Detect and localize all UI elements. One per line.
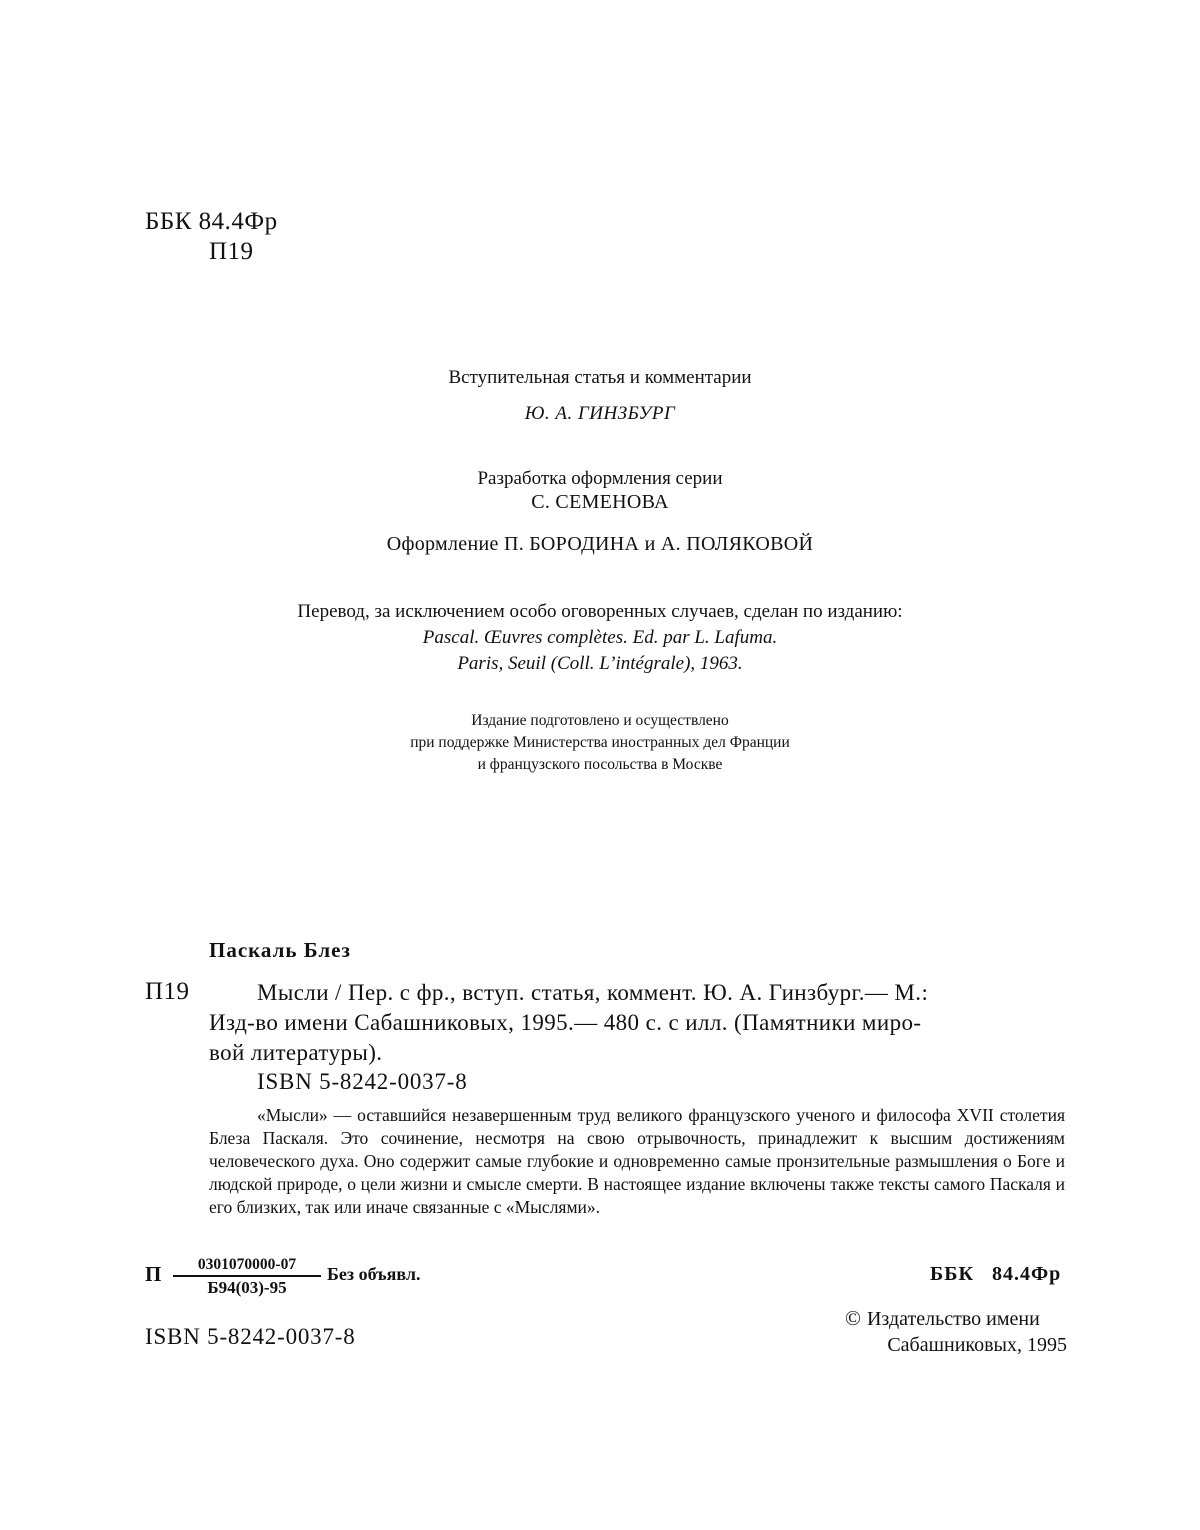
bbk-code: ББК 84.4Фр	[145, 208, 278, 235]
code-denominator: Б94(03)-95	[207, 1278, 287, 1297]
copyright-symbol: ©	[845, 1306, 861, 1330]
support-line-3: и французского посольства в Москве	[477, 756, 723, 773]
annotation-text: «Мысли» — оставшийся незавершенным труд великого французского ученого и философа XVII столетия Блеза Паскаля. Это сочинение, несмотря на свою отрывочность, принадлежит к высшим достижениям человеческого духа. Оно содержит самые глубокие и одновременно самые пронзительные размышления о Боге и людской природе, о цели жизни и смысле смерти. В настоящее издание включены также тексты самого Паскаля и его близких, так или иначе связанные с «Мыслями».	[209, 1105, 1065, 1217]
copyright-line-1: Издательство имени	[866, 1308, 1040, 1330]
intro-author: Ю. А. ГИНЗБУРГ	[524, 403, 676, 424]
series-design-name: С. СЕМЕНОВА	[531, 491, 669, 513]
author-sign: П19	[209, 238, 254, 265]
design-credit: Оформление П. БОРОДИНА и А. ПОЛЯКОВОЙ	[386, 533, 814, 555]
translation-source	[0, 599, 1200, 677]
code-numerator: 0301070000-07	[173, 1255, 321, 1277]
translation-line-3: Paris, Seuil (Coll. L’intégrale), 1963.	[457, 653, 743, 674]
catalog-index: П19	[145, 978, 190, 1005]
bbk-bottom	[930, 1263, 1061, 1286]
copyright-notice	[845, 1305, 1067, 1358]
bibliographic-description	[209, 978, 1065, 1068]
copyright-line-2: Сабашниковых, 1995	[887, 1334, 1067, 1356]
code-fraction	[173, 1255, 321, 1297]
translation-line-1: Перевод, за исключением особо оговоренных случаев, сделан по изданию:	[297, 601, 903, 622]
bbk-bottom-value: 84.4Фр	[991, 1263, 1062, 1285]
annotation	[209, 1104, 1065, 1219]
bbk-classification	[145, 207, 278, 267]
catalog-author: Паскаль Блез	[209, 938, 351, 962]
intro-label: Вступительная статья и комментарии	[448, 367, 752, 388]
bibl-line-1: Мысли / Пер. с фр., вступ. статья, коммент. Ю. А. Гинзбург.— М.:	[257, 980, 929, 1005]
bbk-bottom-label: ББК	[930, 1263, 974, 1285]
support-note	[0, 710, 1200, 776]
bibl-line-2: Изд-во имени Сабашниковых, 1995.— 480 с. с илл. (Памятники миро-	[209, 1010, 922, 1035]
catalog-isbn: ISBN 5-8242-0037-8	[257, 1069, 468, 1094]
series-design-label: Разработка оформления серии	[477, 468, 723, 489]
code-note: Без объявл.	[327, 1264, 421, 1284]
support-line-2: при поддержке Министерства иностранных дел Франции	[410, 734, 790, 751]
code-letter: П	[145, 1262, 162, 1286]
footer-isbn: ISBN 5-8242-0037-8	[145, 1324, 356, 1349]
translation-line-2: Pascal. Œuvres complètes. Ed. par L. Lafuma.	[422, 627, 778, 648]
support-line-1: Издание подготовлено и осуществлено	[471, 712, 729, 729]
bibl-line-3: вой литературы).	[209, 1040, 383, 1065]
